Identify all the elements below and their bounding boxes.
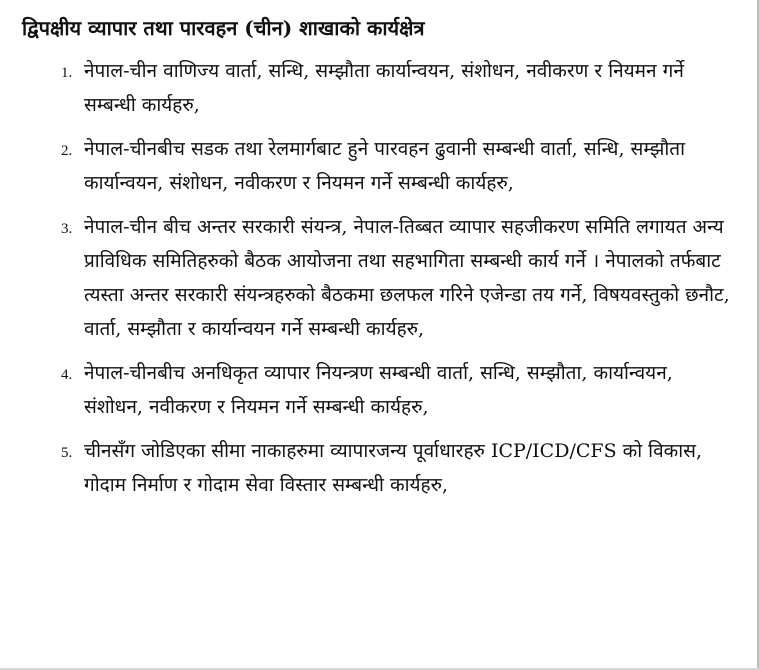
- list-item: [0, 434, 740, 502]
- list-item: [0, 54, 740, 122]
- list-item-number: 1.: [61, 65, 73, 81]
- list-item: [0, 356, 740, 424]
- list-item-text: नेपाल-चीन बीच अन्तर सरकारी संयन्त्र, नेपाल-तिब्बत व्यापार सहजीकरण समिति लगायत अन्य प्राविधिक समितिहरुको बैठक आयोजना तथा सहभागिता सम्बन्धी कार्य गर्ने । नेपालको तर्फबाट त्यस्ता अन्तर सरकारी संयन्त्रहरुको बैठकमा छलफल गरिने एजेन्डा तय गर्ने, विषयवस्तुको छनौट, वार्ता, सम्झौता र कार्यान्वयन गर्ने सम्बन्धी कार्यहरु,: [84, 216, 730, 340]
- list-item-number: 3.: [61, 221, 73, 237]
- list-item-number: 2.: [61, 143, 73, 159]
- responsibilities-list: [0, 54, 740, 512]
- list-item-text: नेपाल-चीन वाणिज्य वार्ता, सन्धि, सम्झौता कार्यान्वयन, संशोधन, नवीकरण र नियमन गर्ने सम्बन्धी कार्यहरु,: [84, 60, 684, 116]
- list-item-number: 4.: [61, 367, 73, 383]
- list-item-text: नेपाल-चीनबीच अनधिकृत व्यापार नियन्त्रण सम्बन्धी वार्ता, सन्धि, सम्झौता, कार्यान्वयन, संशोधन, नवीकरण र नियमन गर्ने सम्बन्धी कार्यहरु,: [84, 362, 673, 418]
- list-item: [0, 132, 740, 200]
- list-item: [0, 210, 740, 346]
- section-heading: द्विपक्षीय व्यापार तथा पारवहन (चीन) शाखाको कार्यक्षेत्र: [22, 16, 425, 40]
- list-item-text: चीनसँग जोडिएका सीमा नाकाहरुमा व्यापारजन्य पूर्वाधारहरु ICP/ICD/CFS को विकास, गोदाम निर्माण र गोदाम सेवा विस्तार सम्बन्धी कार्यहरु,: [84, 440, 703, 496]
- list-item-number: 5.: [61, 445, 73, 461]
- list-item-text: नेपाल-चीनबीच सडक तथा रेलमार्गबाट हुने पारवहन ढुवानी सम्बन्धी वार्ता, सन्धि, सम्झौता कार्यान्वयन, संशोधन, नवीकरण र नियमन गर्ने सम्बन्धी कार्यहरु,: [84, 138, 686, 194]
